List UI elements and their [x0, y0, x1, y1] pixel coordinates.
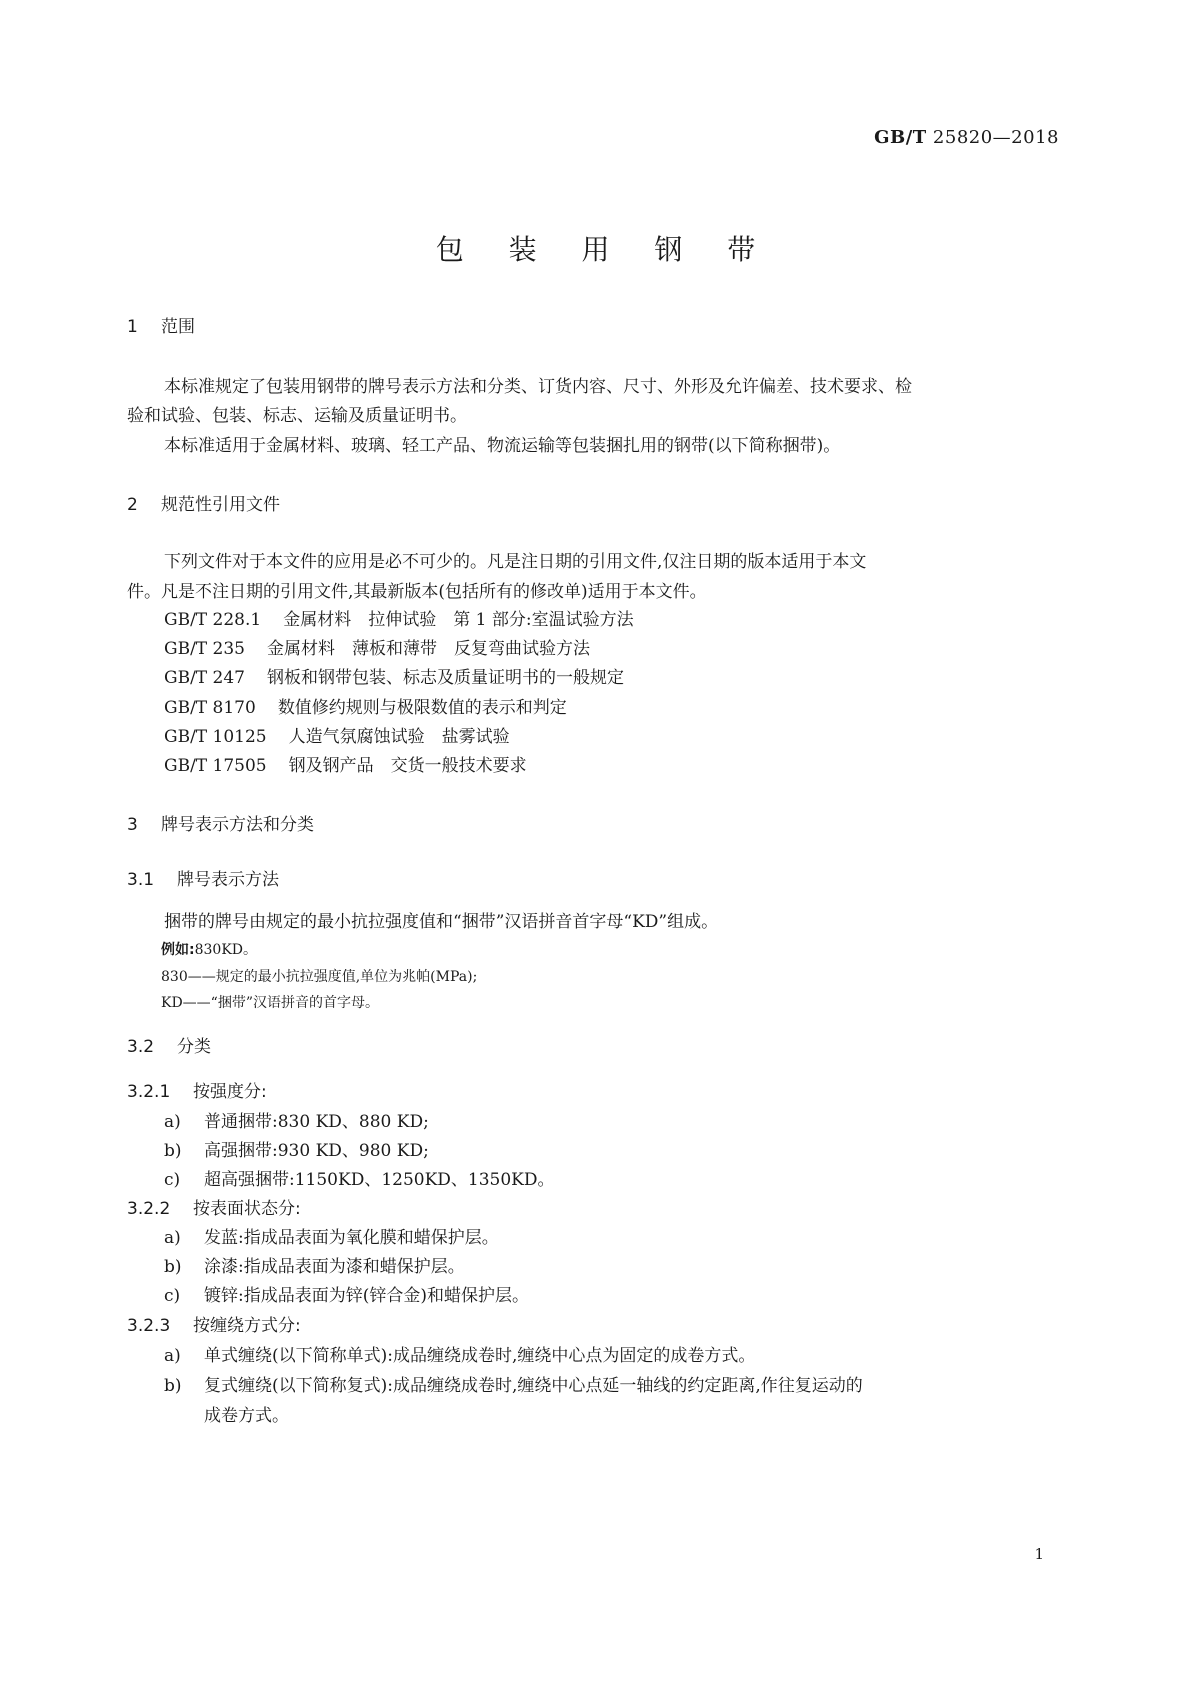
reference-title: 金属材料 拉伸试验 第 1 部分:室温试验方法 [283, 610, 634, 630]
page-number: 1 [1034, 1545, 1044, 1563]
s1-paragraph-2: 本标准适用于金属材料、玻璃、轻工产品、物流运输等包装捆扎用的钢带(以下简称捆带)。 [164, 436, 841, 456]
section-1-heading [127, 312, 195, 337]
section-title: 范围 [161, 317, 195, 337]
reference-code: GB/T 17505 [164, 756, 267, 776]
section-title: 按缠绕方式分: [193, 1316, 301, 1336]
section-number: 3.1 [127, 870, 155, 890]
reference-code: GB/T 8170 [164, 698, 256, 718]
list-item [164, 1107, 429, 1132]
example-label: 例如: [161, 942, 195, 958]
list-item-continuation: 成卷方式。 [204, 1406, 289, 1426]
section-3-2-1-heading [127, 1077, 267, 1102]
reference-item [164, 634, 590, 659]
section-3-2-heading [127, 1032, 211, 1057]
example-line [161, 939, 257, 959]
list-item [164, 1252, 465, 1277]
section-number: 3.2.3 [127, 1316, 171, 1336]
reference-item [164, 751, 527, 776]
section-title: 分类 [177, 1037, 211, 1057]
reference-title: 人造气氛腐蚀试验 盐雾试验 [288, 727, 510, 747]
section-number: 3.2.2 [127, 1199, 171, 1219]
reference-item [164, 722, 510, 747]
reference-title: 数值修约规则与极限数值的表示和判定 [277, 698, 567, 718]
list-item [164, 1281, 529, 1306]
reference-title: 钢板和钢带包装、标志及质量证明书的一般规定 [267, 668, 624, 688]
item-label: a) [164, 1228, 181, 1248]
section-3-heading [127, 810, 314, 835]
standard-number: 25820—2018 [932, 127, 1059, 148]
item-text: 单式缠绕(以下简称单式):成品缠绕成卷时,缠绕中心点为固定的成卷方式。 [204, 1346, 756, 1366]
item-text: 复式缠绕(以下简称复式):成品缠绕成卷时,缠绕中心点延一轴线的约定距离,作往复运动的 [204, 1376, 863, 1396]
section-title: 牌号表示方法和分类 [161, 815, 314, 835]
document-title: 包 装 用 钢 带 [435, 233, 774, 266]
reference-code: GB/T 247 [164, 668, 245, 688]
section-title: 规范性引用文件 [161, 495, 280, 515]
reference-code: GB/T 228.1 [164, 610, 262, 630]
list-item [164, 1165, 555, 1190]
item-text: 发蓝:指成品表面为氧化膜和蜡保护层。 [204, 1228, 499, 1248]
section-3-2-2-heading [127, 1194, 301, 1219]
section-number: 1 [127, 317, 138, 337]
item-label: c) [164, 1170, 181, 1190]
section-number: 3 [127, 815, 138, 835]
reference-item [164, 693, 567, 718]
reference-item [164, 605, 634, 630]
s1-paragraph-1-line-1: 本标准规定了包装用钢带的牌号表示方法和分类、订货内容、尺寸、外形及允许偏差、技术要求、检 [164, 377, 912, 397]
list-item [164, 1136, 429, 1161]
item-label: b) [164, 1376, 182, 1396]
item-label: a) [164, 1346, 181, 1366]
item-text: 镀锌:指成品表面为锌(锌合金)和蜡保护层。 [204, 1286, 529, 1306]
standard-prefix: GB/T [874, 127, 927, 148]
example-value: 830KD。 [194, 942, 258, 958]
s3-1-paragraph: 捆带的牌号由规定的最小抗拉强度值和“捆带”汉语拼音首字母“KD”组成。 [164, 912, 719, 932]
reference-title: 钢及钢产品 交货一般技术要求 [288, 756, 527, 776]
example-note-2: KD——“捆带”汉语拼音的首字母。 [161, 995, 379, 1011]
s2-paragraph-1-line-2: 件。凡是不注日期的引用文件,其最新版本(包括所有的修改单)适用于本文件。 [127, 582, 707, 602]
item-text: 超高强捆带:1150KD、1250KD、1350KD。 [204, 1170, 555, 1190]
section-number: 3.2.1 [127, 1082, 171, 1102]
list-item [164, 1371, 863, 1396]
section-title: 牌号表示方法 [177, 870, 279, 890]
item-text: 涂漆:指成品表面为漆和蜡保护层。 [204, 1257, 465, 1277]
section-title: 按强度分: [193, 1082, 267, 1102]
section-3-2-3-heading [127, 1311, 301, 1336]
item-text: 高强捆带:930 KD、980 KD; [204, 1141, 429, 1161]
section-number: 3.2 [127, 1037, 155, 1057]
item-text: 普通捆带:830 KD、880 KD; [204, 1112, 429, 1132]
section-number: 2 [127, 495, 138, 515]
section-2-heading [127, 490, 280, 515]
reference-code: GB/T 10125 [164, 727, 267, 747]
standard-code [874, 127, 1059, 148]
s1-paragraph-1-line-2: 验和试验、包装、标志、运输及质量证明书。 [127, 406, 467, 426]
section-title: 按表面状态分: [193, 1199, 301, 1219]
section-3-1-heading [127, 865, 279, 890]
reference-title: 金属材料 薄板和薄带 反复弯曲试验方法 [267, 639, 590, 659]
item-label: b) [164, 1141, 182, 1161]
reference-item [164, 663, 624, 688]
reference-code: GB/T 235 [164, 639, 245, 659]
list-item [164, 1223, 499, 1248]
item-label: c) [164, 1286, 181, 1306]
s2-paragraph-1-line-1: 下列文件对于本文件的应用是必不可少的。凡是注日期的引用文件,仅注日期的版本适用于本文 [164, 552, 867, 572]
item-label: a) [164, 1112, 181, 1132]
example-note-1: 830——规定的最小抗拉强度值,单位为兆帕(MPa); [161, 969, 478, 985]
list-item [164, 1341, 755, 1366]
item-label: b) [164, 1257, 182, 1277]
